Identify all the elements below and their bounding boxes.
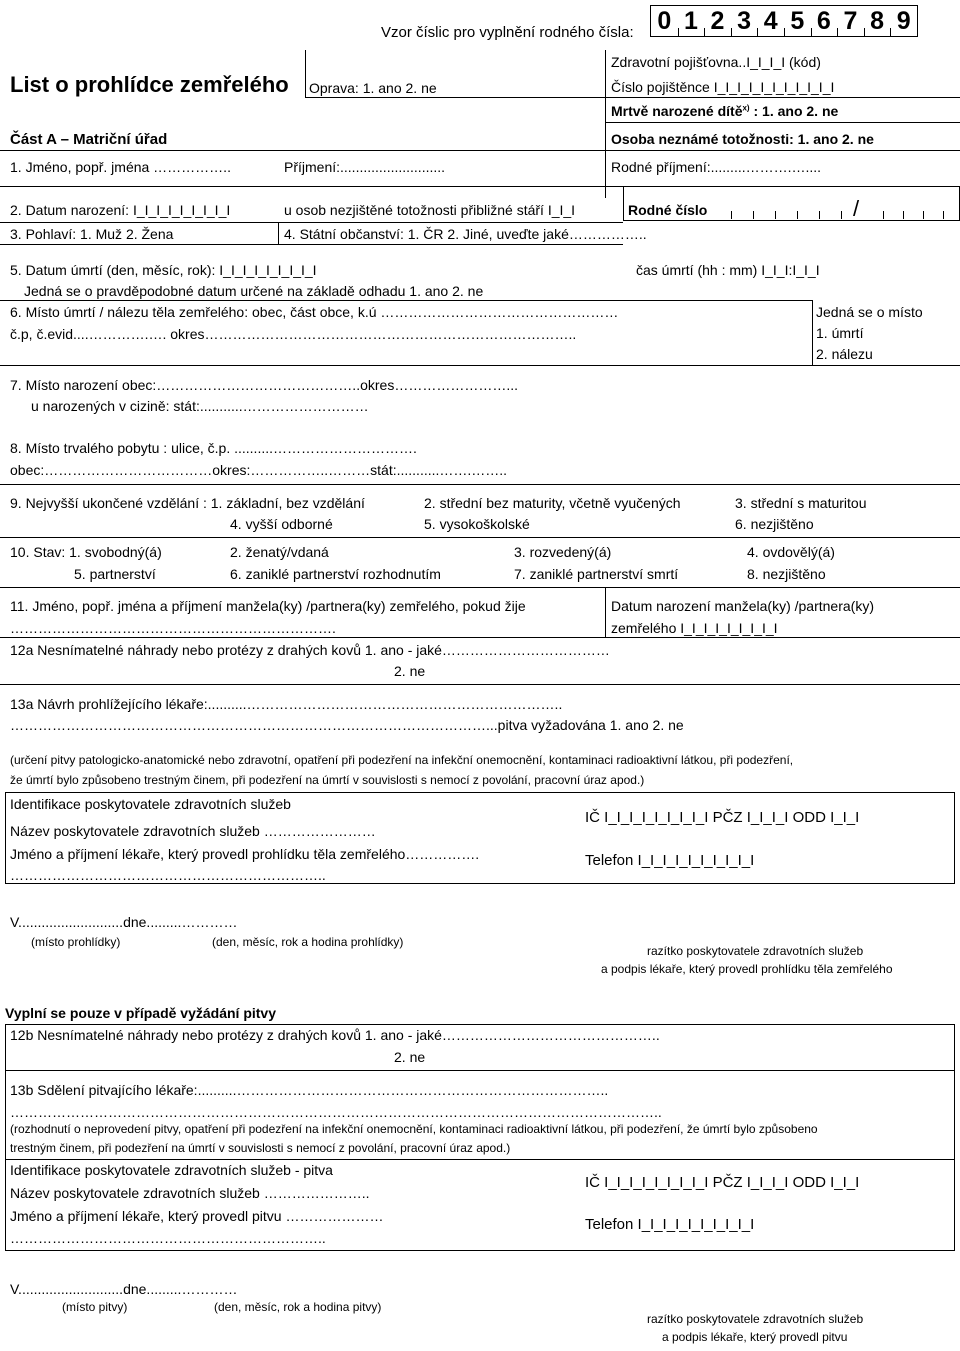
insurer-field[interactable]: Zdravotní pojišťovna..I_I_I_I (kód) <box>611 54 821 70</box>
digit: 9 <box>890 6 917 36</box>
autopsy-note: trestným činem, při podezření na úmrtí v souvislosti s nemocí z povolání, pracovní úraz apod.) <box>10 1141 511 1155</box>
prosthesis-field[interactable]: 12a Nesnímatelné náhrady nebo protézy z drahých kovů 1. ano - jaké……………………………… <box>10 642 610 658</box>
divider <box>0 150 960 151</box>
digit: 4 <box>757 6 784 36</box>
spouse-dob-label: Datum narození manžela(ky) /partnera(ky) <box>611 598 874 614</box>
stillborn-field[interactable] <box>611 103 838 119</box>
provider-name-field[interactable]: Název poskytovatele zdravotních služeb …………………… <box>10 823 376 839</box>
provider-ident-label: Identifikace poskytovatele zdravotních služeb <box>10 796 291 812</box>
autopsy-phone-field[interactable]: Telefon I_I_I_I_I_I_I_I_I_I <box>585 1216 755 1233</box>
marital-option[interactable]: 7. zaniklé partnerství smrtí <box>514 566 679 582</box>
education-option[interactable]: 3. střední s maturitou <box>735 495 867 511</box>
digit: 8 <box>864 6 891 36</box>
digit: 2 <box>704 6 731 36</box>
birth-number-label: Rodné číslo <box>628 202 708 218</box>
divider <box>605 122 960 123</box>
place-type-death[interactable]: 1. úmrtí <box>816 325 864 341</box>
spouse-dob-field[interactable]: zemřelého I_I_I_I_I_I_I_I_I <box>611 620 778 636</box>
place-caption: (místo prohlídky) <box>31 935 121 949</box>
insurance-number-field[interactable]: Číslo pojištěnce I_I_I_I_I_I_I_I_I_I_I <box>611 79 835 95</box>
death-date-field[interactable]: 5. Datum úmrtí (den, měsíc, rok): I_I_I_I_I_I_I_I_I <box>10 262 317 278</box>
autopsy-doctor-dots: ………………………………………………………….. <box>10 1230 326 1246</box>
divider <box>605 587 606 637</box>
marital-option[interactable]: 4. ovdovělý(á) <box>747 544 835 560</box>
citizenship-field[interactable]: 4. Státní občanství: 1. ČR 2. Jiné, uveďte jaké…………….. <box>284 226 647 242</box>
divider <box>0 484 960 485</box>
autopsy-place-caption: (místo pitvy) <box>62 1300 128 1314</box>
name-field[interactable]: 1. Jméno, popř. jména …………….. <box>10 159 231 175</box>
proposal-note: že úmrtí bylo způsobeno trestným činem, při podezření na úmrtí v souvislosti s nemocí z povolání, pracovní úraz apod.) <box>10 773 645 787</box>
digit-sample-box <box>650 5 918 37</box>
autopsy-heading: Vyplní se pouze v případě vyžádání pitvy <box>5 1005 277 1021</box>
death-time-field[interactable]: čas úmrtí (hh : mm) I_I_I:I_I_I <box>636 262 820 278</box>
divider <box>0 537 960 538</box>
autopsy-ic-field[interactable]: IČ I_I_I_I_I_I_I_I_I PČZ I_I_I_I ODD I_I_I <box>585 1174 860 1191</box>
signature-line[interactable]: V...........................dne.........………… <box>10 914 238 930</box>
marital-option[interactable]: 2. ženatý/vdaná <box>230 544 329 560</box>
birth-number-ticks <box>731 211 842 219</box>
date-caption: (den, měsíc, rok a hodina prohlídky) <box>212 935 404 949</box>
estimated-date-field[interactable]: Jedná se o pravděpodobné datum určené na základě odhadu 1. ano 2. ne <box>24 283 484 299</box>
digit: 7 <box>837 6 864 36</box>
digit: 1 <box>678 6 705 36</box>
residence-street-field[interactable]: 8. Místo trvalého pobytu : ulice, č.p. ..........…………………………. <box>10 440 417 456</box>
digit-sample-label: Vzor číslic pro vyplnění rodného čísla: <box>381 24 634 41</box>
divider <box>278 222 279 244</box>
death-place-evid-field[interactable]: č.p, č.evid....………….…. okres…………………………………………………………………….. <box>10 326 577 342</box>
divider <box>5 1159 955 1160</box>
provider-doctor-dots: ………………………………………………………….. <box>10 867 326 883</box>
doctor-proposal-field[interactable]: 13a Návrh prohlížejícího lékaře:..........………………………………………………………….. <box>10 696 563 712</box>
spouse-name-dots: ……………………………………………………………. <box>10 620 336 636</box>
section-a-heading: Část A – Matriční úřad <box>10 131 168 148</box>
stamp-caption: a podpis lékaře, který provedl prohlídku těla zemřelého <box>601 962 893 976</box>
surname-field[interactable]: Příjmení:........................... <box>284 159 446 175</box>
provider-doctor-field[interactable]: Jméno a příjmení lékaře, který provedl prohlídku těla zemřelého……………. <box>10 846 480 862</box>
place-type-found[interactable]: 2. nálezu <box>816 346 873 362</box>
divider <box>305 97 960 98</box>
autopsy-note: (rozhodnutí o neprovedení pitvy, opatření při podezření na infekční onemocnění, kontaminaci radioaktivní látkou, při podezření, že úmrtí bylo způsobeno <box>10 1122 818 1136</box>
correction-field[interactable]: Oprava: 1. ano 2. ne <box>309 80 437 96</box>
divider <box>605 50 606 198</box>
spouse-name-field[interactable]: 11. Jméno, popř. jména a příjmení manžela(ky) /partnera(ky) zemřelého, pokud žije <box>10 598 526 614</box>
stamp-caption: razítko poskytovatele zdravotních služeb <box>647 944 864 958</box>
autopsy-doctor-note-dots: ………………………………………………………………………………………………………………………….. <box>10 1104 662 1120</box>
divider <box>305 50 306 98</box>
autopsy-required-field[interactable]: …………………………………………………………………………………………...pitva vyžadována 1. ano 2. ne <box>10 717 684 733</box>
birthplace-field[interactable]: 7. Místo narození obec:……………………………………..okres……………………... <box>10 377 518 393</box>
page-title: List o prohlídce zemřelého <box>10 72 289 97</box>
digit: 0 <box>657 7 672 35</box>
marital-option[interactable]: 6. zaniklé partnerství rozhodnutím <box>230 566 441 582</box>
autopsy-prosthesis-field[interactable]: 12b Nesnímatelné náhrady nebo protézy z drahých kovů 1. ano - jaké……………………………………….. <box>10 1027 660 1043</box>
education-option[interactable]: 2. střední bez maturity, včetně vyučených <box>424 495 681 511</box>
autopsy-stamp-caption: razítko poskytovatele zdravotních služeb <box>647 1312 864 1326</box>
autopsy-doctor-field[interactable]: Jméno a příjmení lékaře, který provedl pitvu ………………… <box>10 1208 384 1224</box>
provider-ic-field[interactable]: IČ I_I_I_I_I_I_I_I_I PČZ I_I_I_I ODD I_I_I <box>585 809 860 826</box>
sex-field[interactable]: 3. Pohlaví: 1. Muž 2. Žena <box>10 226 174 242</box>
autopsy-date-caption: (den, měsíc, rok a hodina pitvy) <box>214 1300 382 1314</box>
marital-option[interactable]: 5. partnerství <box>74 566 156 582</box>
residence-city-field[interactable]: obec:………………………………okres:……………..………stát:...........…….…….. <box>10 462 508 478</box>
prosthesis-no[interactable]: 2. ne <box>394 663 426 679</box>
place-type-label: Jedná se o místo <box>816 304 923 320</box>
stillborn-label: Mrtvě narozené dítě <box>611 103 743 119</box>
birthplace-abroad-field[interactable]: u narozených v cizině: stát:...........……………………… <box>31 398 369 414</box>
divider <box>812 300 813 365</box>
death-place-field[interactable]: 6. Místo úmrtí / nálezu těla zemřelého: obec, část obce, k.ú …………………………………………… <box>10 304 619 320</box>
divider <box>5 1070 955 1071</box>
unknown-identity-field[interactable]: Osoba neznámé totožnosti: 1. ano 2. ne <box>611 131 874 147</box>
divider <box>0 637 960 638</box>
autopsy-stamp-caption: a podpis lékaře, který provedl pitvu <box>662 1330 848 1344</box>
birth-surname-field[interactable]: Rodné příjmení:.........……….….... <box>611 159 822 175</box>
divider <box>0 222 623 223</box>
divider <box>0 365 960 366</box>
approx-age-field[interactable]: u osob nezjištěné totožnosti přibližné stáří I_I_I <box>284 202 576 218</box>
digit: 5 <box>784 6 811 36</box>
education-option[interactable]: 4. vyšší odborné <box>230 516 333 532</box>
autopsy-doctor-note-field[interactable]: 13b Sdělení pitvajícího lékaře:..........…………………………………………………………………….. <box>10 1082 609 1098</box>
provider-phone-field[interactable]: Telefon I_I_I_I_I_I_I_I_I_I <box>585 852 755 869</box>
education-field[interactable]: 9. Nejvyšší ukončené vzdělání : 1. základní, bez vzdělání <box>10 495 365 511</box>
autopsy-provider-name-field[interactable]: Název poskytovatele zdravotních služeb ………………….. <box>10 1185 370 1201</box>
autopsy-prosthesis-no[interactable]: 2. ne <box>394 1049 426 1065</box>
dob-field[interactable]: 2. Datum narození: I_I_I_I_I_I_I_I_I <box>10 202 231 218</box>
autopsy-provider-ident-label: Identifikace poskytovatele zdravotních služeb - pitva <box>10 1162 333 1178</box>
marital-option[interactable]: 8. nezjištěno <box>747 566 826 582</box>
proposal-note: (určení pitvy patologicko-anatomické nebo zdravotní, opatření při podezření na infekční onemocnění, kontaminaci radioaktivní látkou, při podezření, <box>10 753 794 767</box>
birth-number-slash: / <box>853 196 860 221</box>
divider <box>0 244 623 245</box>
divider <box>0 684 960 685</box>
divider <box>0 587 960 588</box>
stillborn-footnote: x) <box>742 103 750 113</box>
marital-status-field[interactable]: 10. Stav: 1. svobodný(á) <box>10 544 162 560</box>
digit: 6 <box>811 6 838 36</box>
autopsy-signature-line[interactable]: V...........................dne.........………… <box>10 1281 238 1297</box>
digit: 3 <box>731 6 758 36</box>
education-option[interactable]: 6. nezjištěno <box>735 516 814 532</box>
education-option[interactable]: 5. vysokoškolské <box>424 516 530 532</box>
divider <box>0 300 812 301</box>
stillborn-options: : 1. ano 2. ne <box>749 103 839 119</box>
birth-number-ticks <box>883 211 944 219</box>
marital-option[interactable]: 3. rozvedený(á) <box>514 544 612 560</box>
